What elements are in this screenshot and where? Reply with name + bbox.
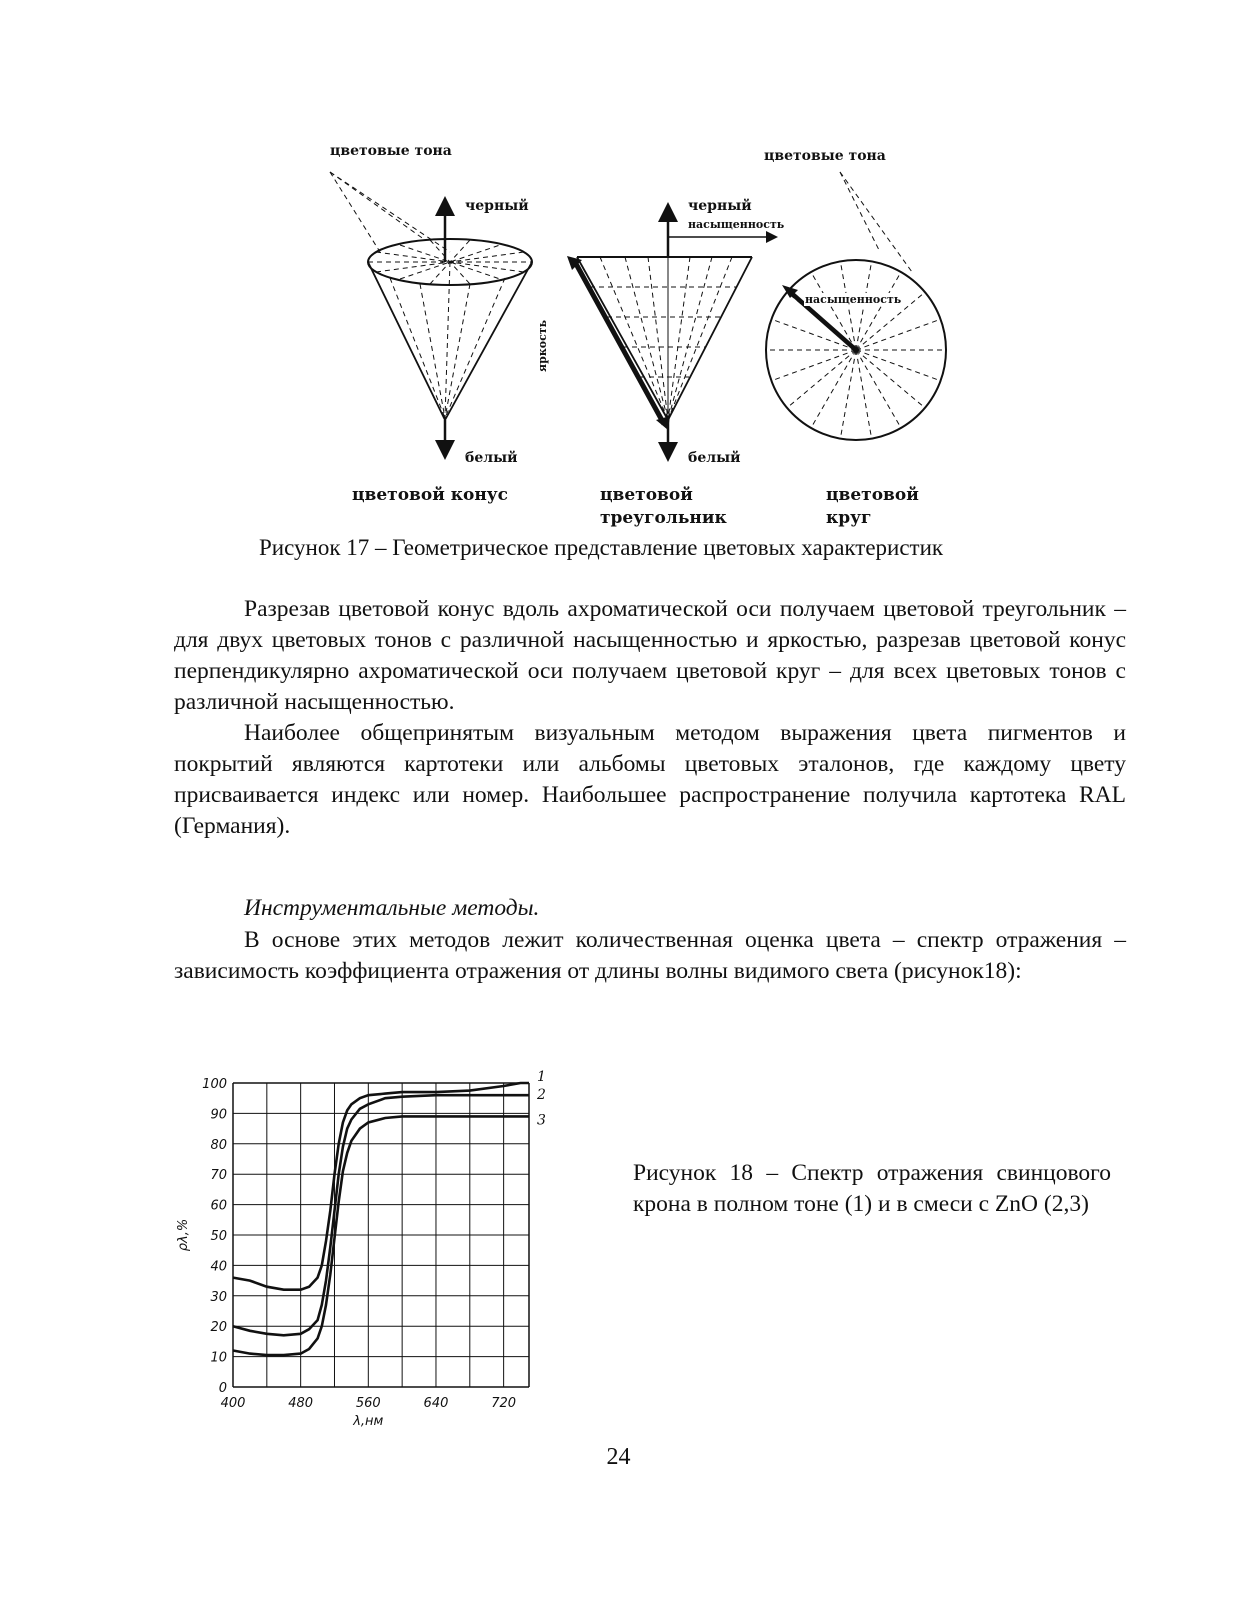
color-triangle [567, 212, 772, 452]
x-tick-label: 640 [423, 1396, 449, 1411]
x-tick-label: 480 [288, 1396, 314, 1411]
paragraph-3: В основе этих методов лежит количественная оценка цвета – спектр отражения – зависимость коэффициента отражения от длины волны видимого света (рисунок18): [174, 927, 1126, 984]
figure-17-caption: Рисунок 17 – Геометрическое представление цветовых характеристик [259, 535, 944, 560]
page-number: 24 [606, 1444, 631, 1470]
y-tick-label: 90 [210, 1107, 227, 1123]
body-block-2 [174, 925, 1126, 987]
triangle-saturation-label: насыщенность [688, 218, 785, 231]
hue-label-right: цветовые тона [764, 148, 886, 164]
y-axis-label: ρλ,% [176, 1218, 191, 1252]
x-tick-label: 400 [220, 1396, 246, 1411]
y-tick-label: 70 [210, 1168, 227, 1184]
triangle-white-label: белый [688, 450, 741, 466]
y-tick-label: 40 [210, 1259, 227, 1275]
series-label: 3 [537, 1112, 546, 1129]
figure-18-caption: Рисунок 18 – Спектр отражения свинцового крона в полном тоне (1) и в смеси с ZnO (2,3) [633, 1160, 1111, 1217]
paragraph-2: Наиболее общепринятым визуальным методом выражения цвета пигментов и покрытий являются картотеки или альбомы цветовых эталонов, где каждому цвету присваивается индекс или номер. Наибольшее распространение получила картотека RAL (Германия). [174, 720, 1126, 839]
cone-white-label: белый [465, 450, 518, 466]
triangle-black-label: черный [688, 198, 752, 214]
x-tick-label: 720 [491, 1396, 517, 1411]
y-tick-label: 50 [210, 1229, 227, 1244]
triangle-name-line2: треугольник [600, 508, 727, 528]
triangle-name-line1: цветовой [600, 485, 693, 505]
x-axis-label: λ,нм [353, 1414, 384, 1429]
circle-spoke [771, 350, 856, 381]
circle-spoke [856, 350, 872, 439]
cone-name: цветовой конус [352, 485, 509, 505]
circle-spoke [771, 319, 856, 350]
y-tick-label: 0 [218, 1381, 227, 1396]
circle-spoke [856, 350, 925, 408]
circle-spoke [787, 350, 856, 408]
circle-spoke [856, 350, 941, 381]
y-tick-label: 100 [202, 1077, 227, 1092]
circle-spoke [856, 319, 941, 350]
x-tick-label: 560 [355, 1396, 381, 1411]
section-title: Инструментальные методы. [244, 895, 540, 921]
circle-name-line2: круг [826, 508, 872, 528]
color-circle [766, 172, 946, 440]
cone-black-label: черный [465, 198, 529, 214]
reflectance-chart [165, 1065, 585, 1435]
series-2-line [233, 1095, 529, 1335]
y-tick-label: 60 [210, 1198, 227, 1214]
body-block-1 [174, 594, 1126, 842]
y-tick-label: 30 [210, 1289, 227, 1305]
series-label: 2 [537, 1087, 546, 1104]
series-label: 1 [537, 1069, 546, 1085]
circle-saturation-label: насыщенность [805, 293, 902, 306]
circle-name-line1: цветовой [826, 485, 919, 505]
series-3-line [233, 1116, 529, 1355]
triangle-brightness-label: яркость [536, 319, 549, 372]
y-tick-label: 20 [210, 1320, 227, 1336]
y-tick-label: 80 [210, 1137, 227, 1153]
figure-17-drawing [0, 0, 1237, 540]
y-tick-label: 10 [210, 1350, 227, 1366]
circle-spoke [840, 350, 856, 439]
series-1-line [233, 1083, 529, 1290]
paragraph-1: Разрезав цветовой конус вдоль ахроматической оси получаем цветовой треугольник – для двух цветовых тонов с различной насыщенностью и яркостью, разрезав цветовой конус перпендикулярно ахроматической оси получаем цветовой круг – для всех цветовых тонов с различной насыщенностью. [174, 596, 1126, 715]
hue-label-left: цветовые тона [330, 143, 452, 159]
